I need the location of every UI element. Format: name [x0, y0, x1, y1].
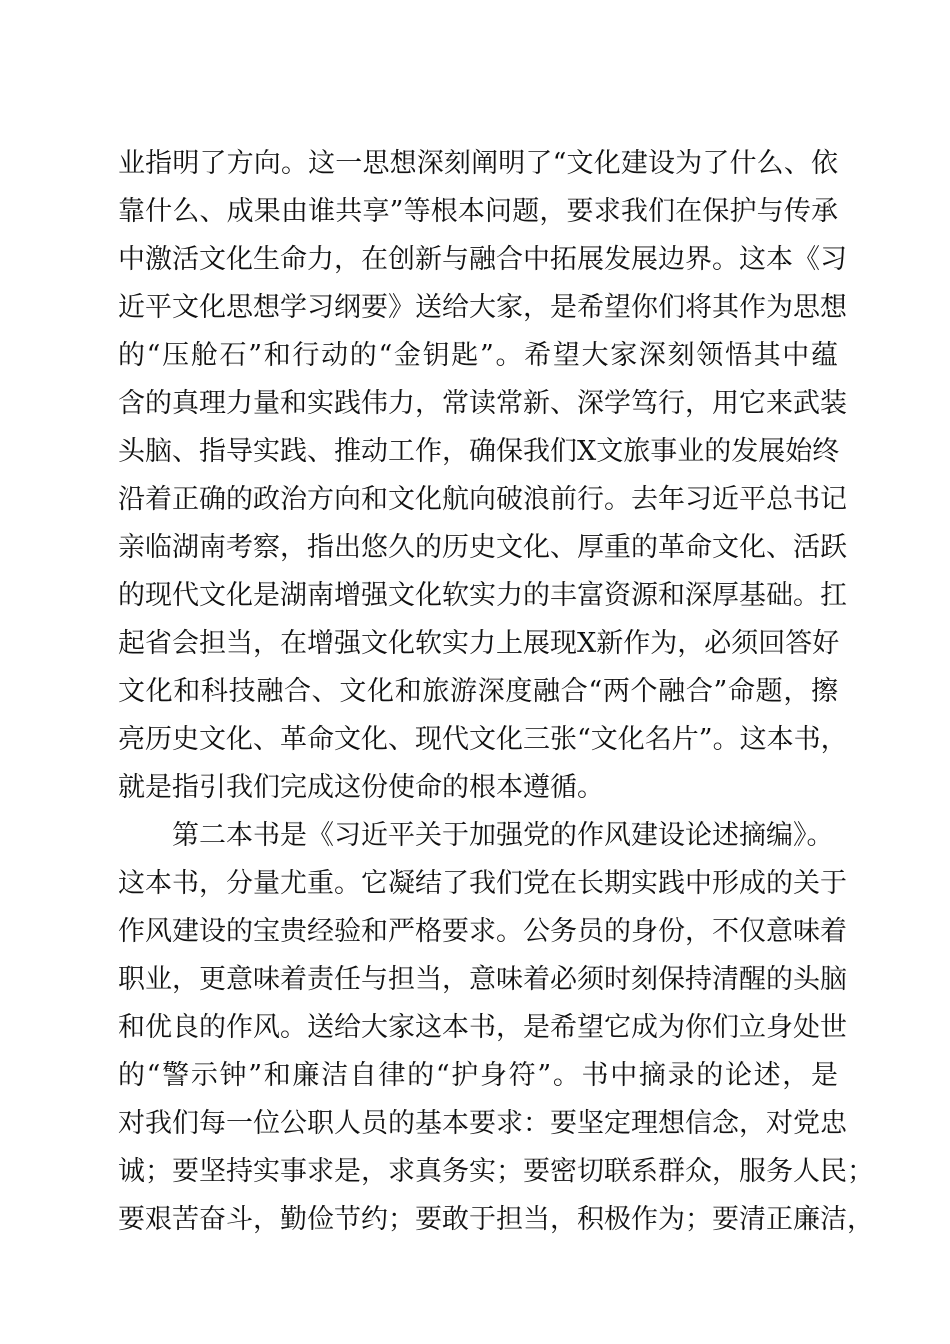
- text-line: 近平文化思想学习纲要》送给大家，是希望你们将其作为思想: [118, 292, 847, 323]
- text-line: 起省会担当，在增强文化软实力上展现X新作为，必须回答好: [118, 628, 840, 659]
- text-line: 要艰苦奋斗，勤俭节约；要敢于担当，积极作为；要清正廉洁，: [118, 1204, 874, 1235]
- text-line: 第二本书是《习近平关于加强党的作风建设论述摘编》。: [172, 820, 834, 851]
- text-line: 就是指引我们完成这份使命的根本遵循。: [118, 772, 604, 803]
- document-body: [118, 140, 874, 1244]
- text-line: 的现代文化是湖南增强文化软实力的丰富资源和深厚基础。扛: [118, 580, 847, 611]
- text-line: 诚；要坚持实事求是，求真务实；要密切联系群众，服务人民；: [118, 1156, 874, 1187]
- text-line: 沿着正确的政治方向和文化航向破浪前行。去年习近平总书记: [118, 484, 847, 515]
- text-line: 这本书，分量尤重。它凝结了我们党在长期实践中形成的关于: [118, 868, 847, 899]
- text-line: 含的真理力量和实践伟力，常读常新、深学笃行，用它来武装: [118, 388, 847, 419]
- text-line: 作风建设的宝贵经验和严格要求。公务员的身份，不仅意味着: [118, 916, 847, 947]
- text-line: 中激活文化生命力，在创新与融合中拓展发展边界。这本《习: [118, 244, 847, 275]
- text-line: 和优良的作风。送给大家这本书，是希望它成为你们立身处世: [118, 1012, 847, 1043]
- text-line: 的“压舱石”和行动的“金钥匙”。希望大家深刻领悟其中蕴: [118, 340, 838, 371]
- text-line: 对我们每一位公职人员的基本要求：要坚定理想信念，对党忠: [118, 1108, 847, 1139]
- paragraph-1: [118, 140, 848, 812]
- text-line: 亲临湖南考察，指出悠久的历史文化、厚重的革命文化、活跃: [118, 532, 847, 563]
- text-line: 靠什么、成果由谁共享”等根本问题，要求我们在保护与传承: [118, 196, 838, 227]
- text-line: 业指明了方向。这一思想深刻阐明了“文化建设为了什么、依: [118, 148, 838, 179]
- text-line: 文化和科技融合、文化和旅游深度融合“两个融合”命题，擦: [118, 676, 838, 707]
- text-line: 头脑、指导实践、推动工作，确保我们X文旅事业的发展始终: [118, 436, 840, 467]
- paragraph-2: [118, 812, 874, 1244]
- text-line: 的“警示钟”和廉洁自律的“护身符”。书中摘录的论述，是: [118, 1060, 838, 1091]
- text-line: 亮历史文化、革命文化、现代文化三张“文化名片”。这本书，: [118, 724, 848, 755]
- text-line: 职业，更意味着责任与担当，意味着必须时刻保持清醒的头脑: [118, 964, 847, 995]
